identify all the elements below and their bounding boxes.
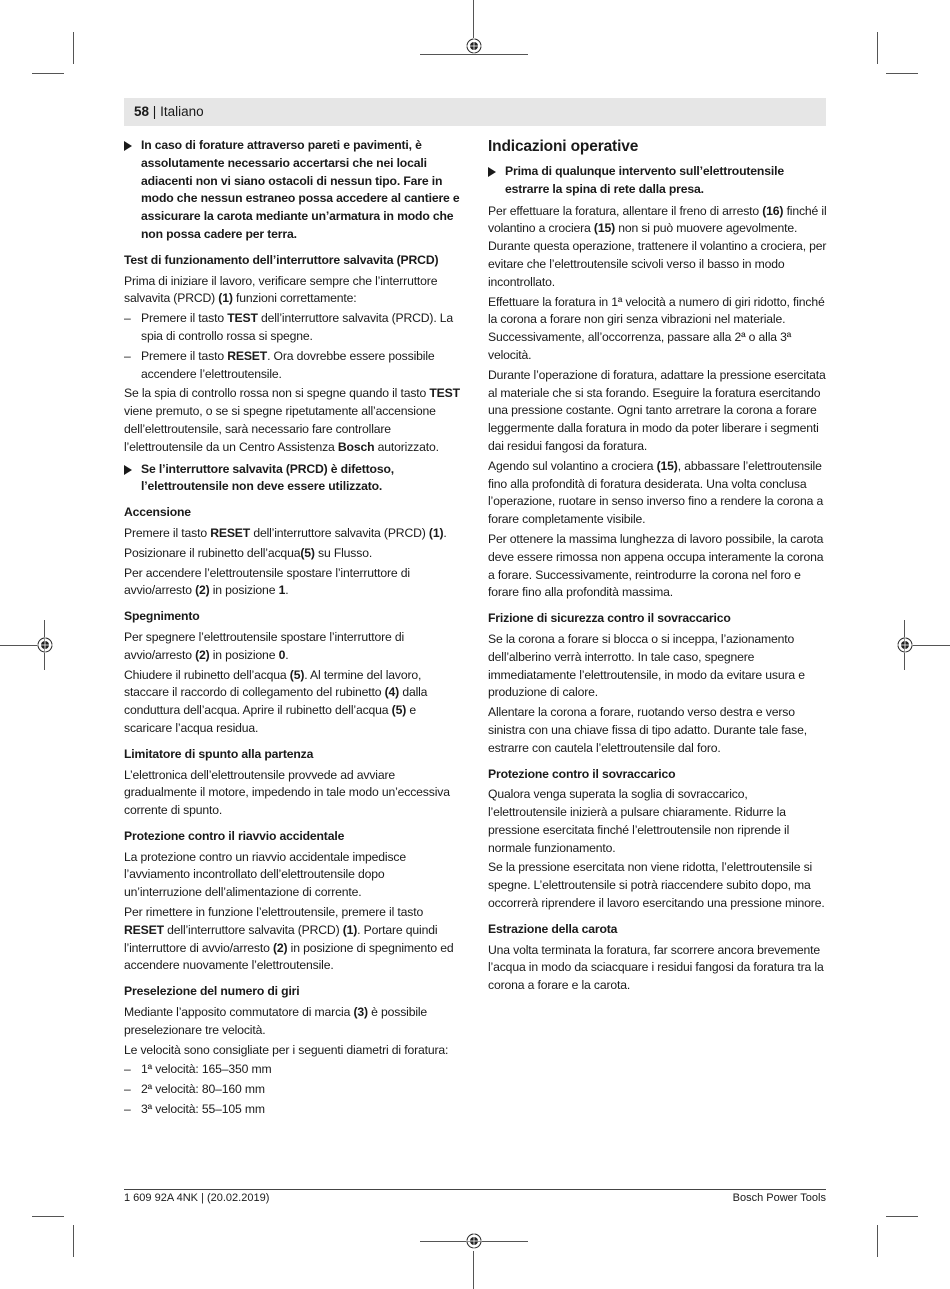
list-item: – 2ª velocità: 80–160 mm bbox=[124, 1082, 265, 1097]
crop-mark bbox=[32, 73, 64, 74]
paragraph: Una volta terminata la foratura, far scorrere ancora brevemente l’acqua in modo da sciacquare i residui fangosi da foratura tra la corona a forare e la carota. bbox=[488, 942, 824, 993]
header-language: Italiano bbox=[160, 104, 204, 119]
registration-mark-icon bbox=[466, 38, 482, 54]
registration-mark-icon bbox=[37, 637, 53, 653]
section-heading: Estrazione della carota bbox=[488, 921, 618, 936]
crop-mark bbox=[420, 54, 528, 55]
right-column bbox=[488, 137, 828, 997]
section-heading: Protezione contro il sovraccarico bbox=[488, 766, 676, 781]
paragraph: Qualora venga superata la soglia di sovraccarico, l’elettroutensile inizierà a pulsare chiaramente. Ridurre la pressione esercitata finché l’elettroutensile non riprende il normale funzionamento. bbox=[488, 787, 790, 855]
left-column bbox=[124, 137, 464, 1121]
footer-rule bbox=[124, 1189, 826, 1190]
crop-mark bbox=[912, 645, 950, 646]
warning-triangle-icon bbox=[124, 465, 132, 475]
paragraph: Premere il tasto RESET dell’interruttore salvavita (PRCD) (1). bbox=[124, 525, 447, 540]
paragraph: Per ottenere la massima lunghezza di lavoro possibile, la carota deve essere rimossa non appena occupa interamente la corona a forare. Successivamente, reintrodurre la corona nel foro e forare fino alla profondità massima. bbox=[488, 531, 824, 600]
list-item: – Premere il tasto RESET. Ora dovrebbe essere possibile accendere l’elettroutensile. bbox=[124, 348, 435, 381]
section-heading: Frizione di sicurezza contro il sovraccarico bbox=[488, 611, 731, 626]
paragraph: Per rimettere in funzione l’elettroutensile, premere il tasto RESET dell’interruttore salvavita (PRCD) (1). Portare quindi l’interruttore di avvio/arresto (2) in posizione di spegnimento ed accendere nuovamente l’elettroutensile. bbox=[124, 905, 454, 973]
crop-mark bbox=[473, 0, 474, 38]
paragraph: Prima di iniziare il lavoro, verificare sempre che l’interruttore salvavita (PRCD) (1) funzioni correttamente: bbox=[124, 273, 438, 306]
paragraph: Allentare la corona a forare, ruotando verso destra e verso sinistra con una chiave fissa di tipo adatto. Durante tale fase, estrarre con cautela l’elettroutensile dal foro. bbox=[488, 705, 807, 755]
crop-mark bbox=[32, 1216, 64, 1217]
footer-brand: Bosch Power Tools bbox=[732, 1192, 826, 1204]
list-item: – Premere il tasto TEST dell’interruttore salvavita (PRCD). La spia di controllo rossa si spegne. bbox=[124, 311, 454, 343]
crop-mark bbox=[886, 1216, 918, 1217]
section-heading: Accensione bbox=[124, 505, 191, 520]
section-heading: Limitatore di spunto alla partenza bbox=[124, 746, 314, 761]
section-heading: Test di funzionamento dell’interruttore salvavita (PRCD) bbox=[124, 252, 439, 267]
crop-mark bbox=[73, 32, 74, 64]
warning-triangle-icon bbox=[488, 167, 496, 177]
paragraph: Mediante l’apposito commutatore di marcia (3) è possibile preselezionare tre velocità. bbox=[124, 1005, 428, 1037]
page-number: 58 bbox=[134, 104, 150, 119]
registration-mark-icon bbox=[897, 637, 913, 653]
warning-paragraph: Prima di qualunque intervento sull’elettroutensile estrarre la spina di rete dalla presa. bbox=[488, 163, 828, 199]
crop-mark bbox=[886, 73, 918, 74]
section-heading: Indicazioni operative bbox=[488, 138, 639, 155]
crop-mark bbox=[877, 32, 878, 64]
paragraph: Se la spia di controllo rossa non si spegne quando il tasto TEST viene premuto, o se si spegne ripetutamente all’accensione dell’elettroutensile, sarà necessario fare controllare l’elettroutensile da un Centro Assistenza Bosch autorizzato. bbox=[124, 386, 460, 454]
warning-paragraph: In caso di forature attraverso pareti e pavimenti, è assolutamente necessario accertarsi che nei locali adiacenti non vi siano ostacoli di nessun tipo. Fare in modo che nessun estraneo possa accedere al cantiere e assicurare la carota mediante un’armatura in modo che non possa cadere per terra. bbox=[124, 137, 464, 244]
crop-mark bbox=[473, 1251, 474, 1289]
paragraph: Durante l’operazione di foratura, adattare la pressione esercitata al materiale che si sta forando. Eseguire la foratura esercitando una pressione costante. Ogni tanto arretrare la corona a forare leggermente dalla foratura in modo da poter liberare i segmenti dai residui fangosi da foratura. bbox=[488, 367, 826, 453]
list-item: – 3ª velocità: 55–105 mm bbox=[124, 1102, 265, 1117]
paragraph: Se la corona a forare si blocca o si inceppa, l’azionamento dell’alberino verrà interrotto. In tale caso, spegnere immediatamente l’elettroutensile, in modo da evitare usura e produzione di calore. bbox=[488, 631, 805, 700]
paragraph: Per spegnere l’elettroutensile spostare l’interruttore di avvio/arresto (2) in posizione 0. bbox=[124, 629, 405, 662]
crop-mark bbox=[0, 645, 38, 646]
warning-triangle-icon bbox=[124, 141, 132, 151]
crop-mark bbox=[877, 1225, 878, 1257]
paragraph: Le velocità sono consigliate per i seguenti diametri di foratura: bbox=[124, 1042, 449, 1057]
list-item: – 1ª velocità: 165–350 mm bbox=[124, 1062, 272, 1077]
paragraph: Per effettuare la foratura, allentare il freno di arresto (16) finché il volantino a crociera (15) non si può muovere agevolmente. Durante questa operazione, trattenere il volantino a crociera, per evitare che l’elettroutensile scivoli verso il basso in modo incontrollato. bbox=[488, 203, 827, 289]
section-heading: Protezione contro il riavvio accidentale bbox=[124, 828, 345, 843]
page-header-bar bbox=[124, 98, 826, 126]
crop-mark bbox=[73, 1225, 74, 1257]
paragraph: Agendo sul volantino a crociera (15), abbassare l’elettroutensile fino alla profondità di foratura desiderata. Una volta conclusa l’operazione, ruotare in senso inverso fino a rendere la corona a forare completamente visibile. bbox=[488, 458, 824, 527]
paragraph: Se la pressione esercitata non viene ridotta, l’elettroutensile si spegne. L’elettroutensile si potrà riaccendere subito dopo, ma occorrerà riprendere il lavoro esercitando una pressione minore. bbox=[488, 860, 825, 911]
paragraph: Chiudere il rubinetto dell’acqua (5). Al termine del lavoro, staccare il raccordo di collegamento del rubinetto (4) dalla conduttura dell’acqua. Aprire il rubinetto dell’acqua (5) e scaricare l’acqua residua. bbox=[124, 667, 428, 735]
header-separator: | bbox=[152, 104, 157, 119]
section-heading: Spegnimento bbox=[124, 609, 200, 624]
paragraph: La protezione contro un riavvio accidentale impedisce l’avviamento incontrollato dell’elettroutensile dopo un’interruzione dell’alimentazione di corrente. bbox=[124, 849, 407, 900]
registration-mark-icon bbox=[466, 1233, 482, 1249]
paragraph: Effettuare la foratura in 1ª velocità a numero di giri ridotto, finché la corona a forare non giri senza vibrazioni nel materiale. Successivamente, all’occorrenza, passare alla 2ª o alla 3ª velocità. bbox=[488, 294, 825, 362]
paragraph: L’elettronica dell’elettroutensile provvede ad avviare gradualmente il motore, impedendo in tale modo un’eccessiva corrente di spunto. bbox=[124, 767, 450, 818]
footer-document-id: 1 609 92A 4NK | (20.02.2019) bbox=[124, 1192, 270, 1204]
section-heading: Preselezione del numero di giri bbox=[124, 984, 300, 999]
page-header bbox=[134, 104, 204, 119]
paragraph: Per accendere l’elettroutensile spostare l’interruttore di avvio/arresto (2) in posizione 1. bbox=[124, 565, 410, 598]
warning-paragraph: Se l’interruttore salvavita (PRCD) è difettoso, l’elettroutensile non deve essere utilizzato. bbox=[124, 461, 464, 497]
paragraph: Posizionare il rubinetto dell’acqua(5) su Flusso. bbox=[124, 545, 373, 560]
